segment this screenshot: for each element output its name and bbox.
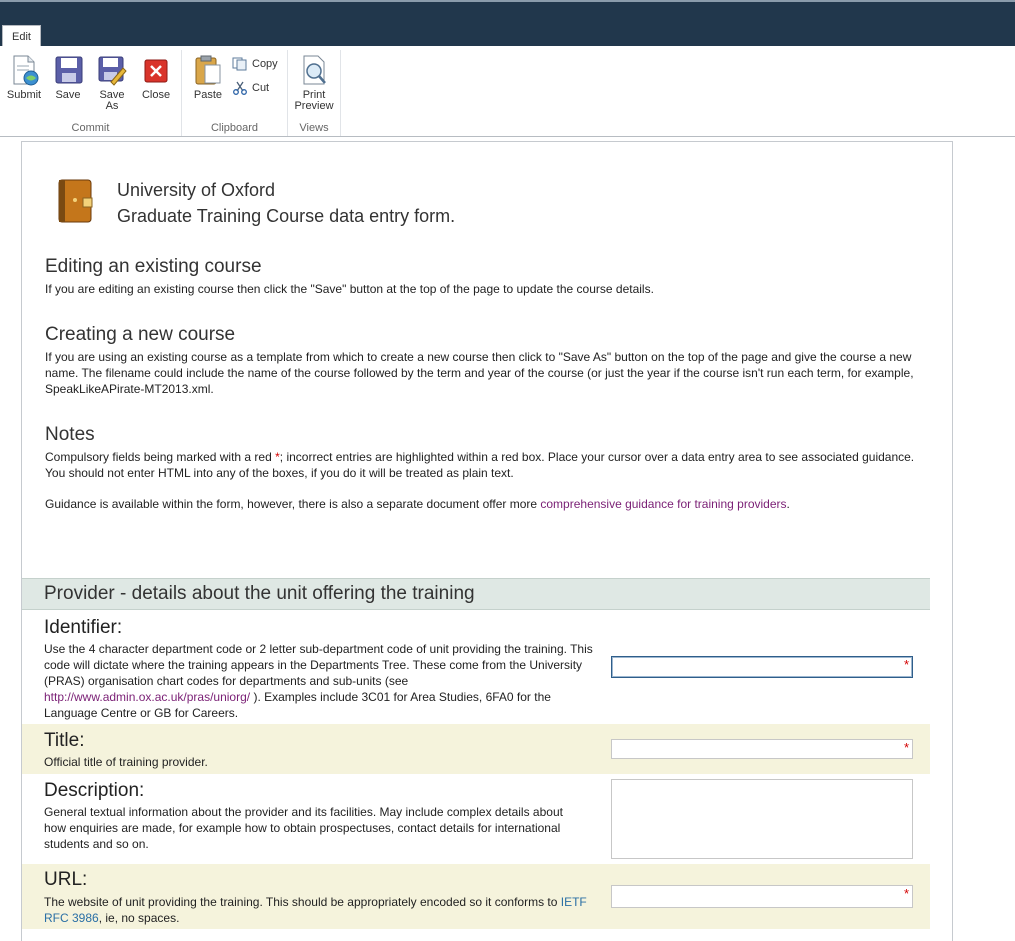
print-preview-button[interactable]: [292, 54, 336, 112]
required-marker: *: [903, 740, 909, 755]
print-label-2: Preview: [294, 100, 334, 112]
print-label-1: Print: [302, 89, 326, 101]
page-title: [117, 177, 455, 229]
submit-button[interactable]: [6, 54, 42, 101]
save-as-icon: [97, 54, 127, 86]
clipboard-group: [182, 50, 288, 136]
views-group: [288, 50, 341, 136]
url-desc-b: , ie, no spaces.: [98, 911, 180, 925]
close-button[interactable]: [140, 54, 172, 101]
commit-group: [0, 50, 182, 136]
notes-text-1b: ; incorrect entries are highlighted within a red box. Place your cursor over a data entry area to see associated guidance. You should not enter HTML into any of the boxes, if you do it will be treated as plain text.: [45, 450, 915, 480]
paste-icon: [193, 54, 223, 86]
copy-label: Copy: [252, 58, 278, 70]
save-label: Save: [55, 89, 81, 101]
url-row: [22, 864, 930, 929]
title-input[interactable]: [611, 739, 913, 759]
title-label: Title:: [44, 730, 85, 751]
identifier-row: [22, 611, 930, 724]
submit-label: Submit: [6, 89, 42, 101]
required-marker: *: [903, 657, 909, 672]
notes-text-1: [45, 449, 935, 481]
notes-text-2a: Guidance is available within the form, however, there is also a separate document offer more: [45, 497, 541, 511]
identifier-desc-b: ). Examples include 3C01 for Area Studies, 6FA0 for the Language Centre or GB for Careers.: [44, 690, 551, 720]
identifier-desc: [44, 641, 600, 721]
save-as-button[interactable]: [96, 54, 128, 112]
form-canvas: [21, 141, 953, 941]
save-as-label-2: As: [105, 100, 119, 112]
description-row: [22, 774, 930, 864]
close-icon: [141, 54, 171, 86]
copy-icon: [232, 57, 248, 71]
scissors-icon: [232, 81, 248, 95]
title-line-1: University of Oxford: [117, 180, 276, 200]
title-desc: Official title of training provider.: [44, 755, 208, 769]
tab-edit[interactable]: Edit: [2, 25, 41, 48]
save-icon: [54, 54, 84, 86]
creating-heading: Creating a new course: [45, 324, 236, 345]
required-star: *: [275, 450, 280, 464]
print-preview-icon: [299, 54, 329, 86]
views-group-label: Views: [299, 122, 329, 134]
save-button[interactable]: [54, 54, 82, 101]
cut-label: Cut: [252, 82, 270, 94]
clipboard-group-label: Clipboard: [210, 122, 259, 134]
provider-heading: Provider - details about the unit offering the training: [44, 583, 475, 604]
ribbon: [0, 46, 1015, 137]
close-label: Close: [141, 89, 171, 101]
paste-button[interactable]: [192, 54, 224, 101]
identifier-label: Identifier:: [44, 617, 123, 638]
copy-button[interactable]: [232, 55, 278, 73]
top-bar: [0, 0, 1015, 46]
identifier-desc-a: Use the 4 character department code or 2 letter sub-department code of unit providing the training. This code will dictate where the training appears in the Departments Tree. These come from the University (PRAS) organisation chart codes for departments and sub-units (see: [44, 642, 593, 688]
rfc-link[interactable]: IETF RFC 3986: [44, 895, 587, 925]
paste-label: Paste: [193, 89, 223, 101]
notes-text-1a: Compulsory fields being marked with a red: [45, 450, 276, 464]
title-line-2: Graduate Training Course data entry form.: [117, 206, 456, 226]
save-as-label-1: Save: [99, 89, 125, 101]
description-textarea[interactable]: [611, 779, 913, 859]
submit-icon: [9, 54, 39, 86]
pras-link[interactable]: http://www.admin.ox.ac.uk/pras/uniorg/: [44, 690, 251, 704]
editing-heading: Editing an existing course: [45, 256, 262, 277]
url-input[interactable]: [611, 885, 913, 908]
description-desc: General textual information about the provider and its facilities. May include complex details about how enquiries are made, for example how to obtain prospectuses, contact details for international students and so on.: [44, 805, 563, 851]
provider-section-header: [22, 578, 930, 610]
editing-text: If you are editing an existing course then click the "Save" button at the top of the page to update the course details.: [45, 282, 654, 296]
url-desc: [44, 894, 589, 926]
cut-button[interactable]: [232, 79, 269, 97]
notes-text-2b: .: [786, 497, 790, 511]
book-logo-icon: [53, 176, 95, 226]
notes-text-2: [45, 496, 935, 512]
required-marker: *: [903, 886, 909, 901]
title-row: [22, 724, 930, 774]
creating-text: If you are using an existing course as a template from which to create a new course then click to "Save As" button on the top of the page and give the course a new name. The filename could include the name of the course followed by the term and year of the course (or just the year if the course isn't run each term, for example, SpeakLikeAPirate-MT2013.xml.: [45, 350, 914, 396]
url-label: URL:: [44, 869, 88, 890]
identifier-input[interactable]: [611, 656, 913, 678]
notes-heading: Notes: [45, 424, 95, 445]
description-label: Description:: [44, 780, 145, 801]
guidance-link[interactable]: comprehensive guidance for training providers: [540, 497, 787, 511]
commit-group-label: Commit: [71, 122, 110, 134]
url-desc-a: The website of unit providing the training. This should be appropriately encoded so it conforms to: [44, 895, 561, 909]
